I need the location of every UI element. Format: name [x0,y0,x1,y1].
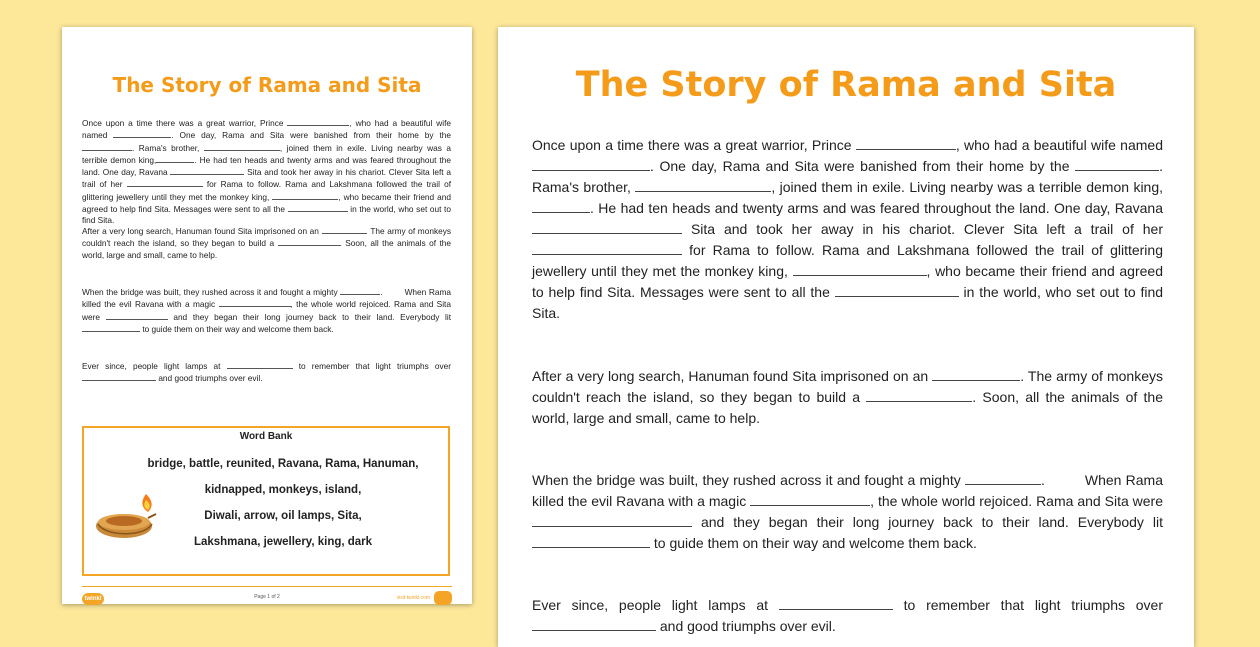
paragraph-3: When the bridge was built, they rushed across it and fought a mighty . When Rama killed the evil Ravana with a magic , the whole world rejoiced. Rama and Sita were and they began their long journey back to their land. Everybody lit to guide them on their way and welcome them back. [532,472,1164,551]
word-bank-line-3: Diwali, arrow, oil lamps, Sita, [204,510,362,522]
word-bank [82,426,450,576]
paragraph-1: Once upon a time there was a great warrior, Prince , who had a beautiful wife named . One day, Rama and Sita were banished from their home by the . Rama's brother, , joined them in exile. Living nearby was a terrible demon king,. He had ten heads and twenty arms and was feared throughout the land. One day, Ravana Sita and took her away in his chariot. Clever Sita left a trail of her for Rama to follow. Rama and Lakshmana followed the trail of glittering jewellery until they met the monkey king, , who became their friend and agreed to help find Sita. Messages were sent to all the in the world, who set out to find Sita. [532,137,1164,321]
word-bank-line-4: Lakshmana, jewellery, king, dark [193,536,373,548]
word-bank-title: Word Bank [239,431,293,442]
word-bank-line-1: bridge, battle, reunited, Ravana, Rama, Hanuman, [147,458,419,470]
worksheet-thumbnail [62,27,472,604]
worksheet-title-small: The Story of Rama and Sita [112,73,422,97]
paragraph-2-small: After a very long search, Hanuman found Sita imprisoned on an . The army of monkeys couldn't reach the island, so they began to build a . Soon, all the animals of the world, large and small, came to help. [82,226,452,260]
paragraph-1-small: Once upon a time there was a great warrior, Prince , who had a beautiful wife named . One day, Rama and Sita were banished from their home by the . Rama's brother, , joined them in exile. Living nearby was a terrible demon king, . He had ten heads and twenty arms and was feared throughout the land. One day, Ravana Sita and took her away in his chariot. Clever Sita left a trail of her for Rama to follow. Rama and Lakshmana followed the trail of glittering jewellery until they met the monkey king, , who became their friend and agreed to help find Sita. Messages were sent to all the in the world, who set out to find Sita. [82,118,452,226]
twinkl-logo: twinkl [82,593,104,605]
paragraph-4-small: Ever since, people light lamps at to remember that light triumphs over and good triumphs over evil. [82,361,452,384]
diya-lamp-icon [94,488,164,548]
site-link: visit twinkl.com [396,595,430,601]
page-number: Page 1 of 2 [254,594,280,600]
worksheet-zoomed [498,27,1194,647]
word-bank-line-2: kidnapped, monkeys, island, [204,484,362,496]
paragraph-2: After a very long search, Hanuman found Sita imprisoned on an . The army of monkeys couldn't reach the island, so they began to build a . Soon, all the animals of the world, large and small, came to help. [532,368,1164,426]
badge-icon [434,591,452,605]
footer [82,586,452,606]
paragraph-3-small: When the bridge was built, they rushed across it and fought a mighty . When Rama killed the evil Ravana with a magic , the whole world rejoiced. Rama and Sita were and they began their long journey back to their land. Everybody lit to guide them on their way and welcome them back. [82,287,452,334]
worksheet-title: The Story of Rama and Sita [575,65,1117,105]
paragraph-4: Ever since, people light lamps at to remember that light triumphs over and good triumphs over evil. [532,597,1164,634]
